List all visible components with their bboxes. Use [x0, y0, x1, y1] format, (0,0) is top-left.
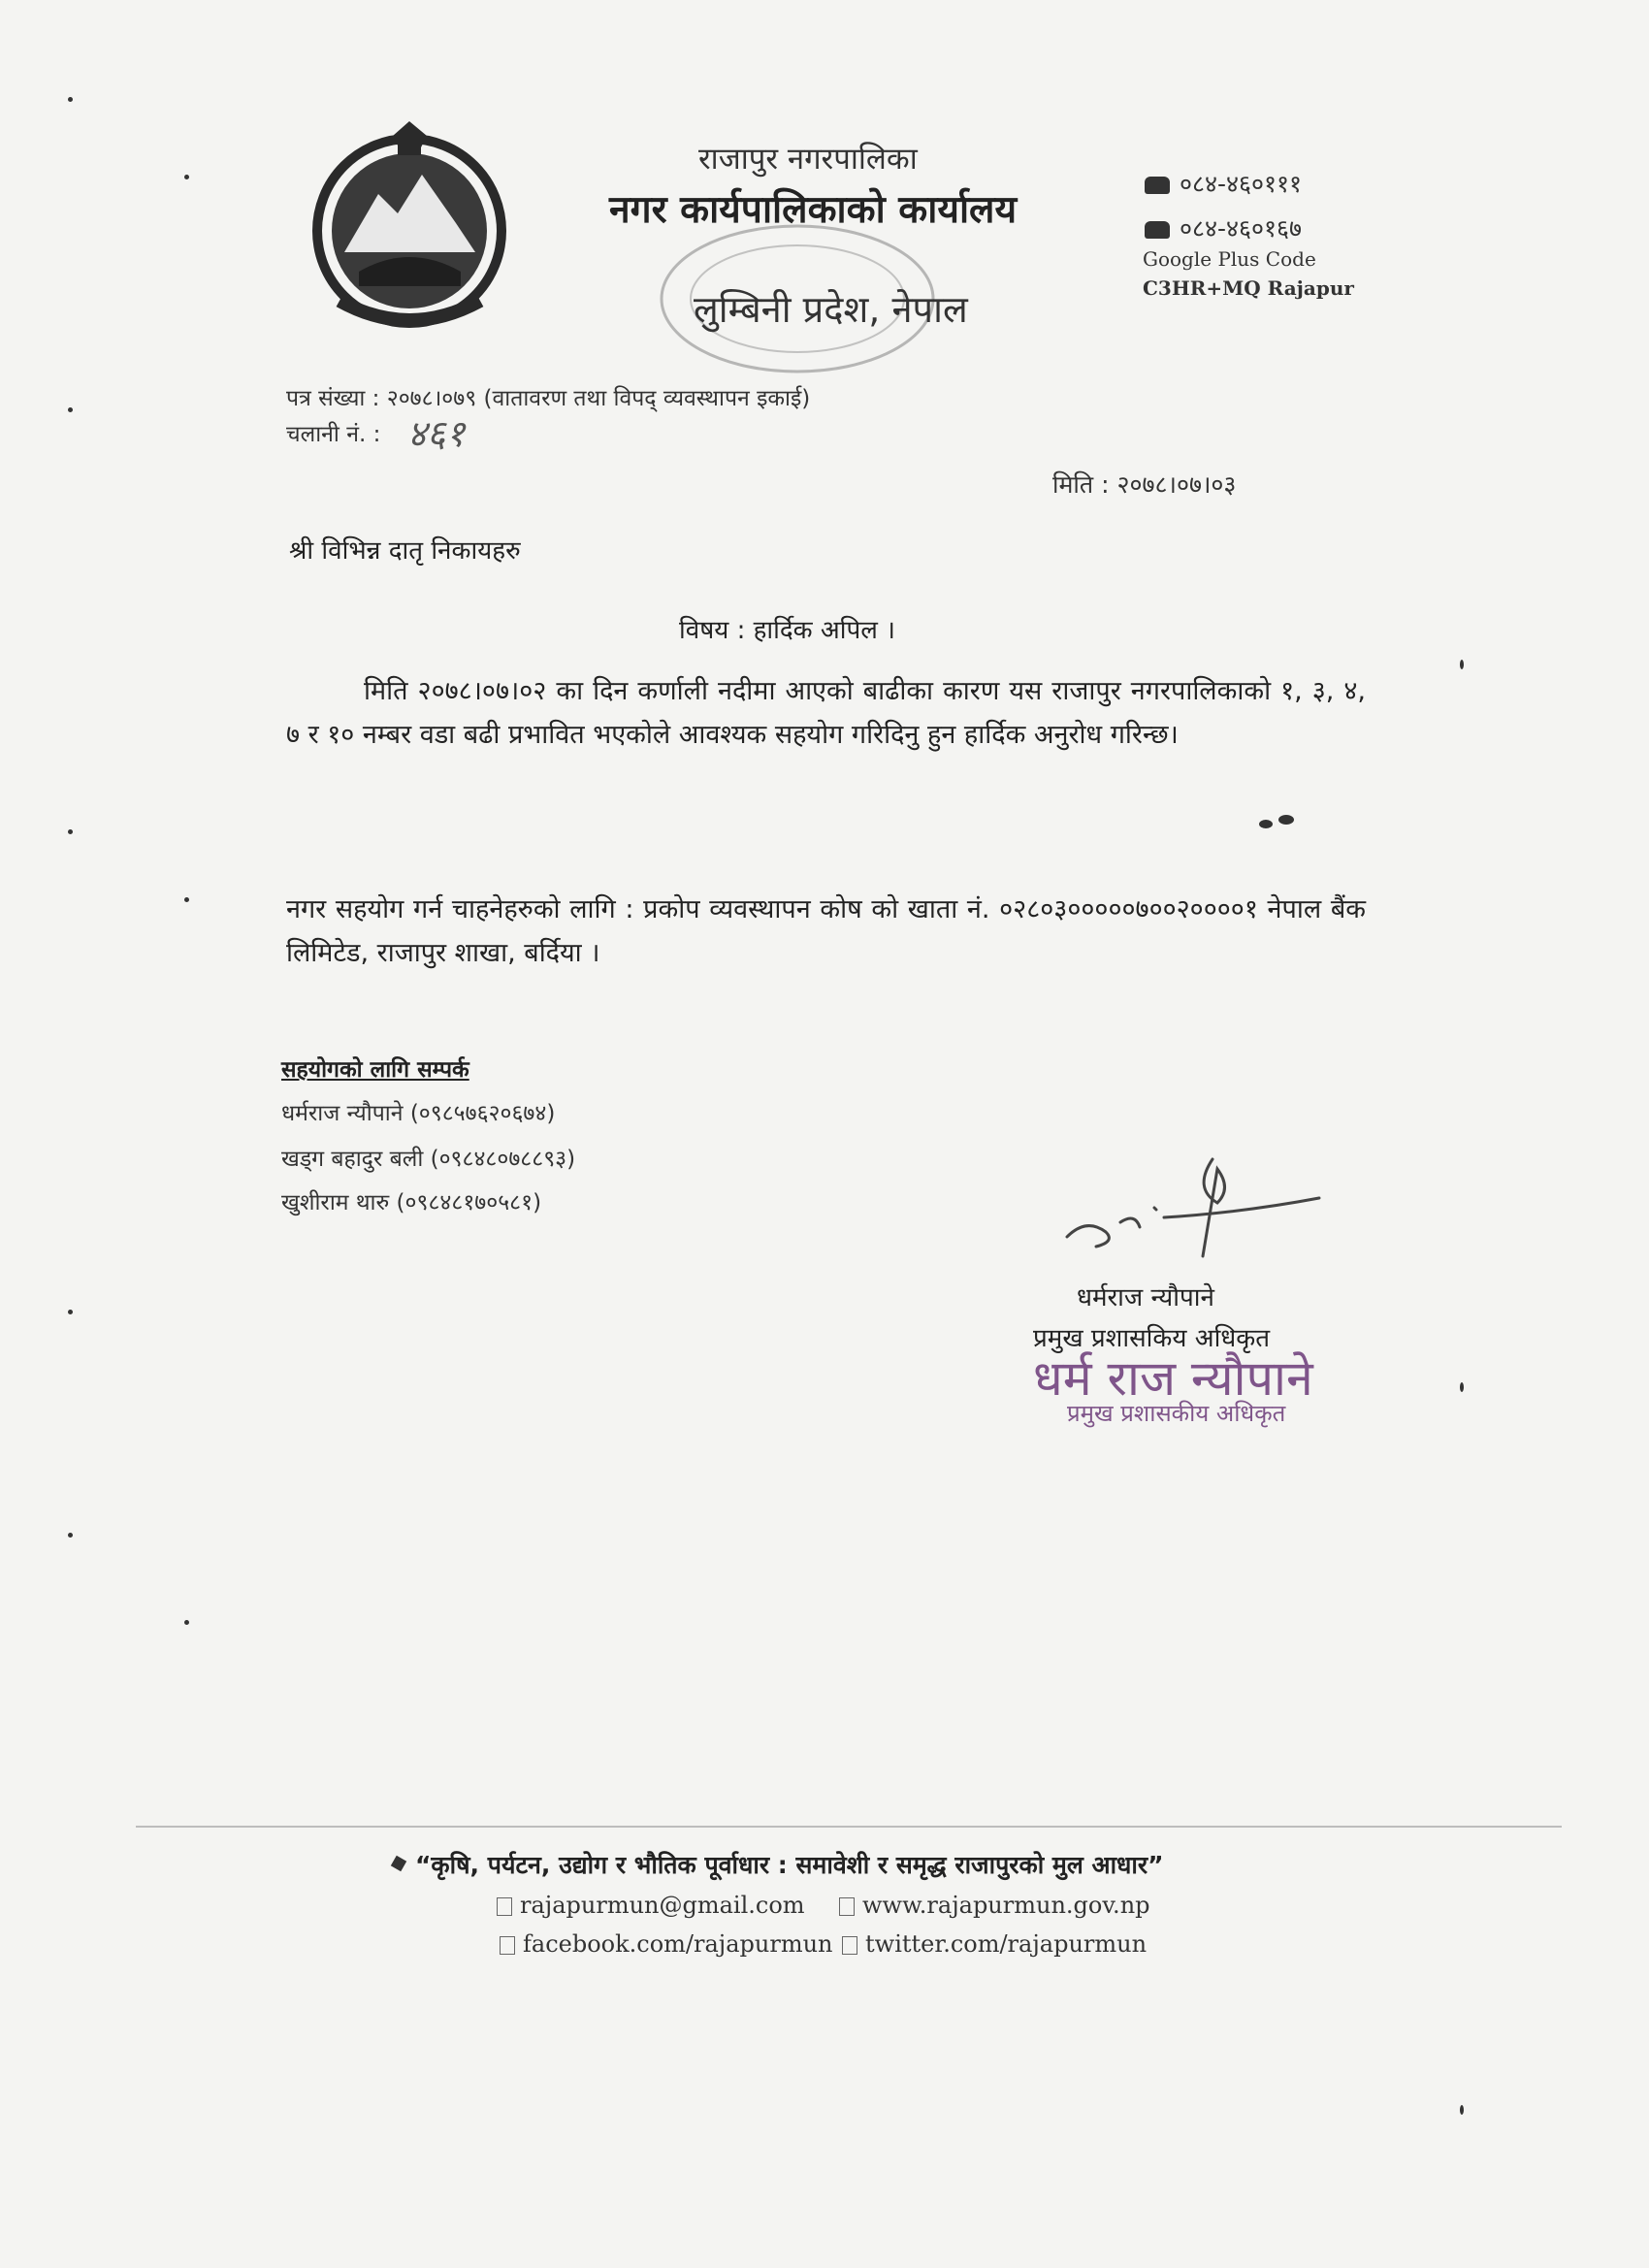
contact-item: खुशीराम थारु (०९८४८१७०५८१) [281, 1190, 542, 1215]
footer-email-text: rajapurmun@gmail.com [520, 1892, 805, 1919]
scan-speck [68, 407, 73, 412]
scan-speck [1259, 820, 1273, 828]
letter-reference-number: पत्र संख्या : २०७८।०७९ (वातावरण तथा विपद् व्यवस्थापन इकाई) [286, 386, 811, 411]
signatory-title: प्रमुख प्रशासकिय अधिकृत [1033, 1324, 1271, 1353]
office-title: नगर कार्यपालिकाको कार्यालय [609, 188, 1018, 232]
google-plus-code-value: C3HR+MQ Rajapur [1143, 276, 1354, 300]
footer-divider [136, 1826, 1562, 1828]
body-paragraph-bank-account: नगर सहयोग गर्न चाहनेहरुको लागि : प्रकोप व्यवस्थापन कोष को खाता नं. ०२८०३०००००७००२००००१ नेपाल बैंक लिमिटेड, राजापुर शाखा, बर्दिया । [286, 894, 1366, 968]
scan-speck [184, 1620, 189, 1625]
footer-twitter-text: twitter.com/rajapurmun [865, 1930, 1148, 1958]
footer-motto: “कृषि, पर्यटन, उद्योग र भौतिक पूर्वाधार : समावेशी र समृद्ध राजापुरको मुल आधार” [415, 1851, 1164, 1879]
telephone-icon [1145, 221, 1170, 239]
facebook-icon [500, 1936, 515, 1955]
dispatch-number-handwritten: ४६१ [407, 412, 466, 455]
handwritten-signature [1048, 1150, 1339, 1276]
body-paragraph-appeal: मिति २०७८।०७।०२ का दिन कर्णाली नदीमा आएको बाढीका कारण यस राजापुर नगरपालिकाको १, ३, ४, ७ र १० नम्बर वडा बढी प्रभावित भएकोले आवश्यक सहयोग गरिदिनु हुन हार्दिक अनुरोध गरिन्छ। [286, 676, 1366, 750]
telephone-icon [1145, 177, 1170, 194]
signatory-name: धर्मराज न्यौपाने [1077, 1283, 1214, 1312]
scan-speck [1460, 660, 1464, 669]
title-stamp: प्रमुख प्रशासकीय अधिकृत [1067, 1400, 1286, 1427]
footer-website[interactable] [839, 1892, 1150, 1919]
scan-speck [68, 829, 73, 834]
name-stamp: धर्म राज न्यौपाने [1033, 1350, 1313, 1407]
nepal-emblem-logo [301, 116, 519, 335]
letter-date: मिति : २०७८।०७।०३ [1052, 470, 1237, 499]
scan-speck [68, 1533, 73, 1538]
phone-line-2 [1145, 211, 1302, 244]
twitter-icon [842, 1936, 857, 1955]
scan-speck [184, 897, 189, 902]
scan-speck [68, 1310, 73, 1314]
phone-number-1: ०८४-४६०१११ [1180, 170, 1303, 198]
dispatch-number-label: चलानी नं. : [286, 422, 381, 447]
phone-number-2: ०८४-४६०१६७ [1180, 214, 1303, 243]
google-plus-code-label: Google Plus Code [1143, 247, 1316, 271]
footer-facebook[interactable] [500, 1930, 833, 1958]
email-icon [497, 1897, 512, 1916]
scan-speck [1278, 815, 1294, 825]
footer-twitter[interactable] [842, 1930, 1147, 1958]
scan-speck [1460, 2105, 1464, 2115]
contacts-heading: सहयोगको लागि सम्पर्क [281, 1057, 469, 1083]
addressee: श्री विभिन्न दातृ निकायहरु [289, 536, 521, 566]
region-name: लुम्बिनी प्रदेश, नेपाल [694, 288, 968, 331]
footer-facebook-text: facebook.com/rajapurmun [523, 1930, 833, 1958]
contact-item: धर्मराज न्यौपाने (०९८५७६२०६७४) [281, 1101, 556, 1126]
scan-speck [1460, 1382, 1464, 1392]
scan-speck [184, 175, 189, 179]
footer-website-text: www.rajapurmun.gov.np [862, 1892, 1150, 1919]
municipality-name: राजापुर नगरपालिका [698, 142, 918, 177]
globe-icon [839, 1897, 855, 1916]
subject-line: विषय : हार्दिक अपिल । [679, 616, 896, 645]
scan-speck [68, 97, 73, 102]
phone-line-1 [1145, 167, 1302, 200]
footer-email[interactable] [497, 1892, 805, 1919]
contact-item: खड्ग बहादुर बली (०९८४८०७८८९३) [281, 1147, 576, 1172]
bullet-mark-icon [391, 1856, 406, 1871]
